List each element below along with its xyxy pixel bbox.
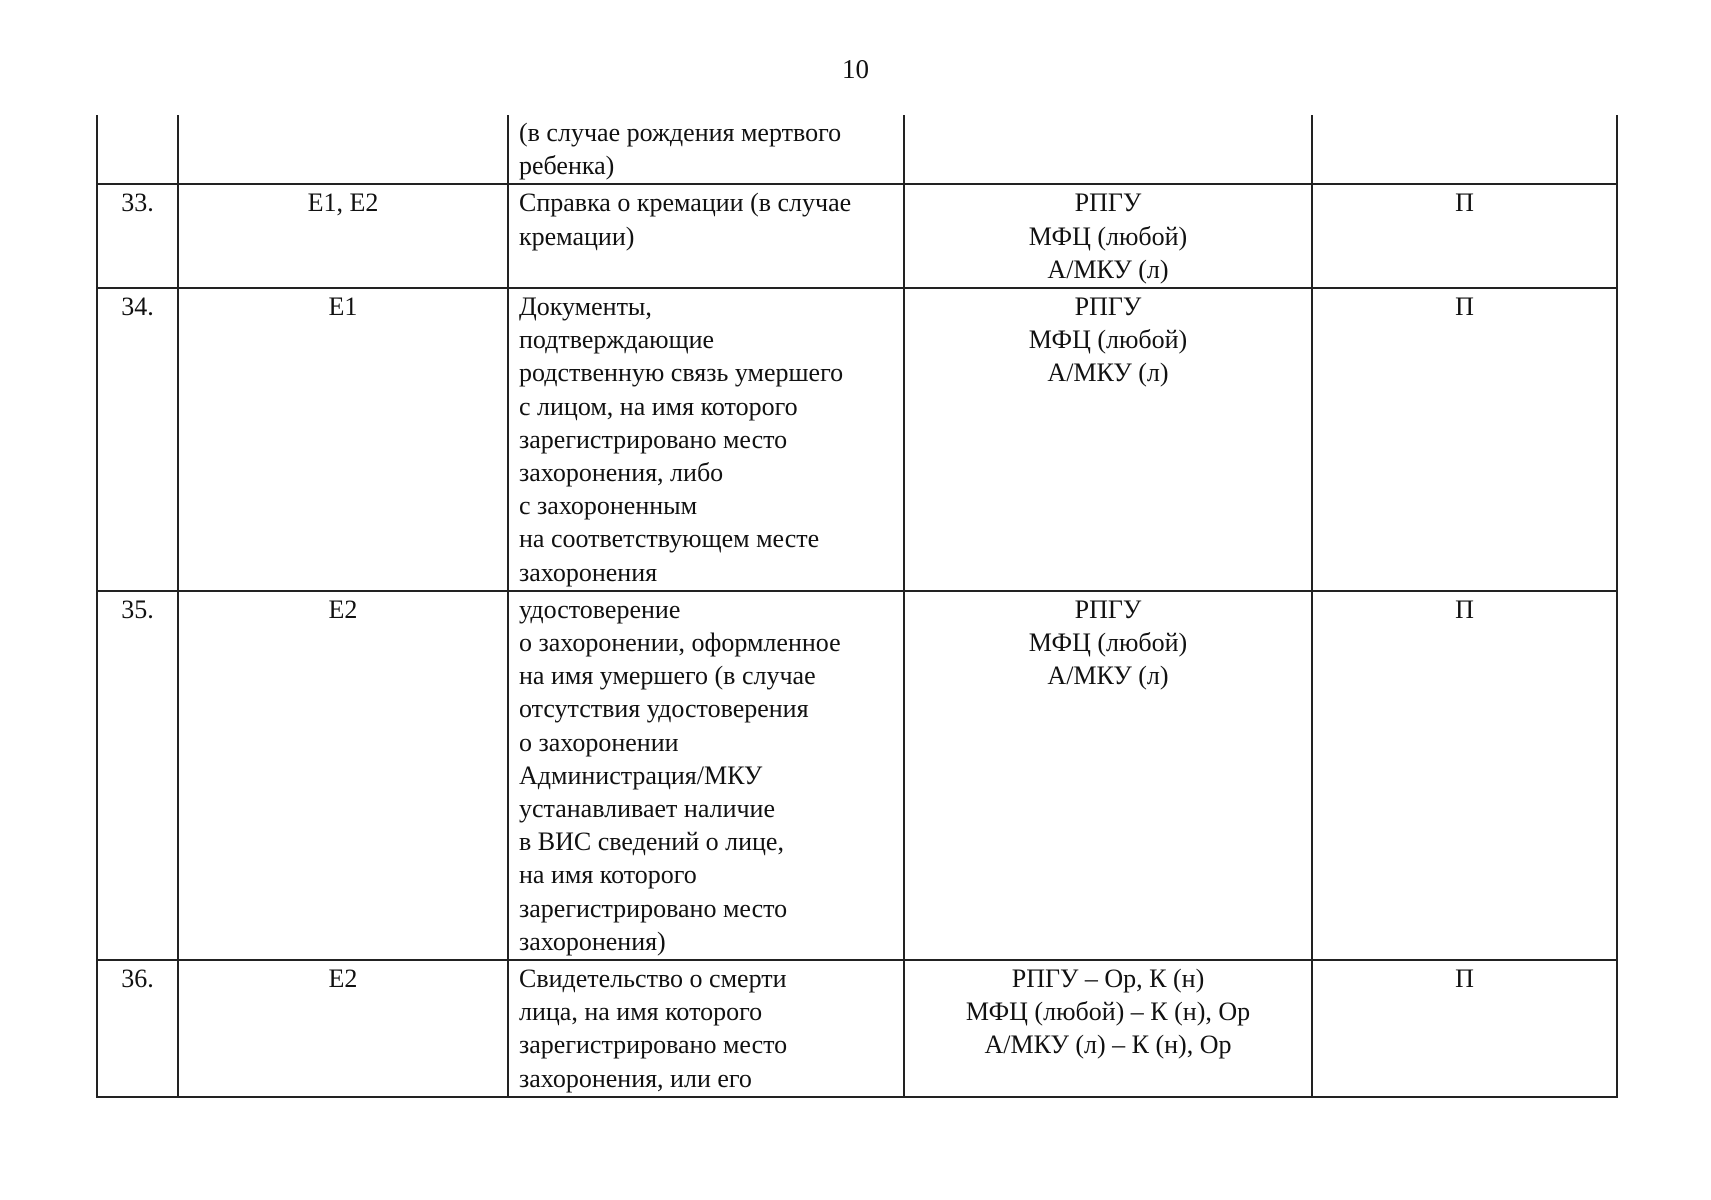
- submission-channels: [904, 591, 1312, 960]
- desc-line: устанавливает наличие: [519, 794, 776, 824]
- row-category-code: Е2: [178, 591, 508, 960]
- desc-line: захоронения, либо: [519, 458, 724, 488]
- desc-line: лица, на имя которого: [519, 997, 763, 1027]
- row-number: 34.: [97, 288, 178, 591]
- desc-line: захоронения: [519, 557, 658, 587]
- table-row: [97, 288, 1617, 591]
- desc-line: Документы,: [519, 292, 652, 322]
- submission-channels: [904, 288, 1312, 591]
- row-number: 33.: [97, 184, 178, 288]
- row-category-code: Е1, Е2: [178, 184, 508, 288]
- document-description: [508, 115, 904, 184]
- row-number: 36.: [97, 960, 178, 1097]
- desc-line: захоронения, или его: [519, 1063, 752, 1093]
- table-row: [97, 184, 1617, 288]
- desc-line: родственную связь умершего: [519, 358, 844, 388]
- documents-table: [96, 115, 1618, 1098]
- document-form: П: [1312, 288, 1617, 591]
- src-line: МФЦ (любой): [1028, 221, 1188, 251]
- src-line: А/МКУ (л): [1047, 358, 1169, 388]
- document-description: [508, 591, 904, 960]
- src-line: МФЦ (любой) – К (н), Ор: [965, 997, 1251, 1027]
- page-number: 10: [842, 54, 869, 84]
- desc-line: захоронения): [519, 926, 666, 956]
- desc-line: Справка о кремации (в случае: [519, 188, 852, 218]
- desc-line: на имя которого: [519, 860, 697, 890]
- row-number: 35.: [97, 591, 178, 960]
- desc-line: о захоронении, оформленное: [519, 628, 841, 658]
- submission-channels: [904, 960, 1312, 1097]
- document-form: П: [1312, 591, 1617, 960]
- submission-channels: [904, 115, 1312, 184]
- desc-line: ребенка): [519, 151, 615, 181]
- src-line: А/МКУ (л): [1047, 661, 1169, 691]
- desc-line: Свидетельство о смерти: [519, 964, 787, 994]
- document-form: П: [1312, 184, 1617, 288]
- src-line: РПГУ – Ор, К (н): [1011, 964, 1205, 994]
- src-line: МФЦ (любой): [1028, 325, 1188, 355]
- row-number: [97, 115, 178, 184]
- src-line: РПГУ: [1074, 594, 1142, 624]
- src-line: РПГУ: [1074, 188, 1142, 218]
- src-line: А/МКУ (л) – К (н), Ор: [984, 1030, 1232, 1060]
- desc-line: на имя умершего (в случае: [519, 661, 816, 691]
- table-row: [97, 960, 1617, 1097]
- desc-line: зарегистрировано место: [519, 424, 788, 454]
- document-description: [508, 960, 904, 1097]
- document-form: П: [1312, 960, 1617, 1097]
- desc-line: кремации): [519, 221, 635, 251]
- desc-line: Администрация/МКУ: [519, 760, 763, 790]
- desc-line: с захороненным: [519, 491, 698, 521]
- document-description: [508, 288, 904, 591]
- table-row: [97, 115, 1617, 184]
- src-line: А/МКУ (л): [1047, 254, 1169, 284]
- submission-channels: [904, 184, 1312, 288]
- desc-line: отсутствия удостоверения: [519, 694, 809, 724]
- desc-line: на соответствующем месте: [519, 524, 820, 554]
- desc-line: удостоверение: [519, 594, 681, 624]
- desc-line: с лицом, на имя которого: [519, 391, 798, 421]
- document-form: [1312, 115, 1617, 184]
- src-line: РПГУ: [1074, 292, 1142, 322]
- desc-line: зарегистрировано место: [519, 1030, 788, 1060]
- row-category-code: [178, 115, 508, 184]
- row-category-code: Е2: [178, 960, 508, 1097]
- desc-line: о захоронении: [519, 727, 679, 757]
- document-description: [508, 184, 904, 288]
- row-category-code: Е1: [178, 288, 508, 591]
- desc-line: зарегистрировано место: [519, 893, 788, 923]
- desc-line: в ВИС сведений о лице,: [519, 827, 784, 857]
- desc-line: (в случае рождения мертвого: [519, 118, 842, 147]
- src-line: МФЦ (любой): [1028, 628, 1188, 658]
- desc-line: подтверждающие: [519, 325, 715, 355]
- table-row: [97, 591, 1617, 960]
